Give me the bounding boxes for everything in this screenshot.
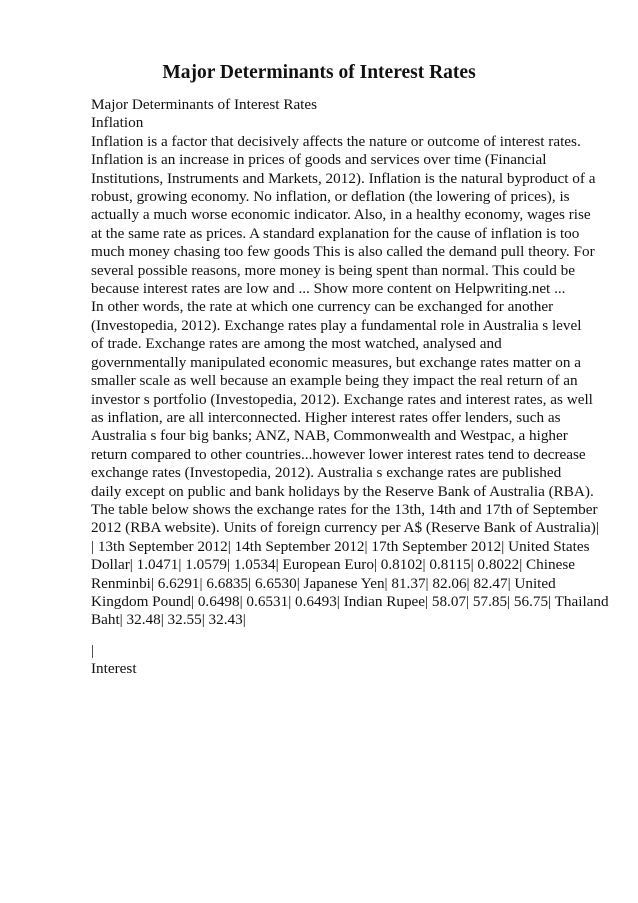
body-line: Interest [91,660,137,678]
body-line: robust, growing economy. No inflation, or deflation (the lowering of prices), is [91,188,570,206]
body-line: of trade. Exchange rates are among the most watched, analysed and [91,335,502,353]
body-line: exchange rates (Investopedia, 2012). Australia s exchange rates are published [91,464,562,482]
body-line: 2012 (RBA website). Units of foreign currency per A$ (Reserve Bank of Australia)| [91,519,599,537]
body-line: several possible reasons, more money is being spent than normal. This could be [91,261,575,279]
body-line: In other words, the rate at which one currency can be exchanged for another [91,298,554,316]
body-line: | [91,641,95,659]
body-line: governmentally manipulated economic measures, but exchange rates matter on a [91,353,582,371]
body-line: (Investopedia, 2012). Exchange rates play a fundamental role in Australia s level [91,316,582,334]
body-line: Australia s four big banks; ANZ, NAB, Commonwealth and Westpac, a higher [91,427,568,445]
body-line: Inflation [91,114,144,132]
body-line: as inflation, are all interconnected. Higher interest rates offer lenders, such as [91,408,561,426]
body-line: Institutions, Instruments and Markets, 2012). Inflation is the natural byproduct of a [91,169,596,187]
body-line: The table below shows the exchange rates for the 13th, 14th and 17th of September [91,500,598,518]
body-line: Kingdom Pound| 0.6498| 0.6531| 0.6493| Indian Rupee| 58.07| 57.85| 56.75| Thailand [91,592,609,610]
body-line: daily except on public and bank holidays by the Reserve Bank of Australia (RBA). [91,482,594,500]
body-line: because interest rates are low and ... Show more content on Helpwriting.net ... [91,280,566,298]
paragraph-gap [91,630,601,642]
document-body [91,96,609,679]
document-title: Major Determinants of Interest Rates [162,62,476,83]
body-line: much money chasing too few goods This is also called the demand pull theory. For [91,243,595,261]
body-line: actually a much worse economic indicator. Also, in a healthy economy, wages rise [91,206,591,224]
body-line: Dollar| 1.0471| 1.0579| 1.0534| European Euro| 0.8102| 0.8115| 0.8022| Chinese [91,556,575,574]
body-line: Baht| 32.48| 32.55| 32.43| [91,611,246,629]
body-line: Inflation is a factor that decisively affects the nature or outcome of interest rates. [91,132,581,150]
body-line: investor s portfolio (Investopedia, 2012). Exchange rates and interest rates, as well [91,390,593,408]
body-line: Inflation is an increase in prices of goods and services over time (Financial [91,151,547,169]
body-line: Major Determinants of Interest Rates [91,96,318,113]
body-line: return compared to other countries...however lower interest rates tend to decrease [91,445,586,463]
body-line: | 13th September 2012| 14th September 2012| 17th September 2012| United States [91,537,590,555]
body-line: Renminbi| 6.6291| 6.6835| 6.6530| Japanese Yen| 81.37| 82.06| 82.47| United [91,574,556,592]
body-line: at the same rate as prices. A standard explanation for the cause of inflation is too [91,224,580,242]
body-line: smaller scale as well because an example being they impact the real return of an [91,372,578,390]
